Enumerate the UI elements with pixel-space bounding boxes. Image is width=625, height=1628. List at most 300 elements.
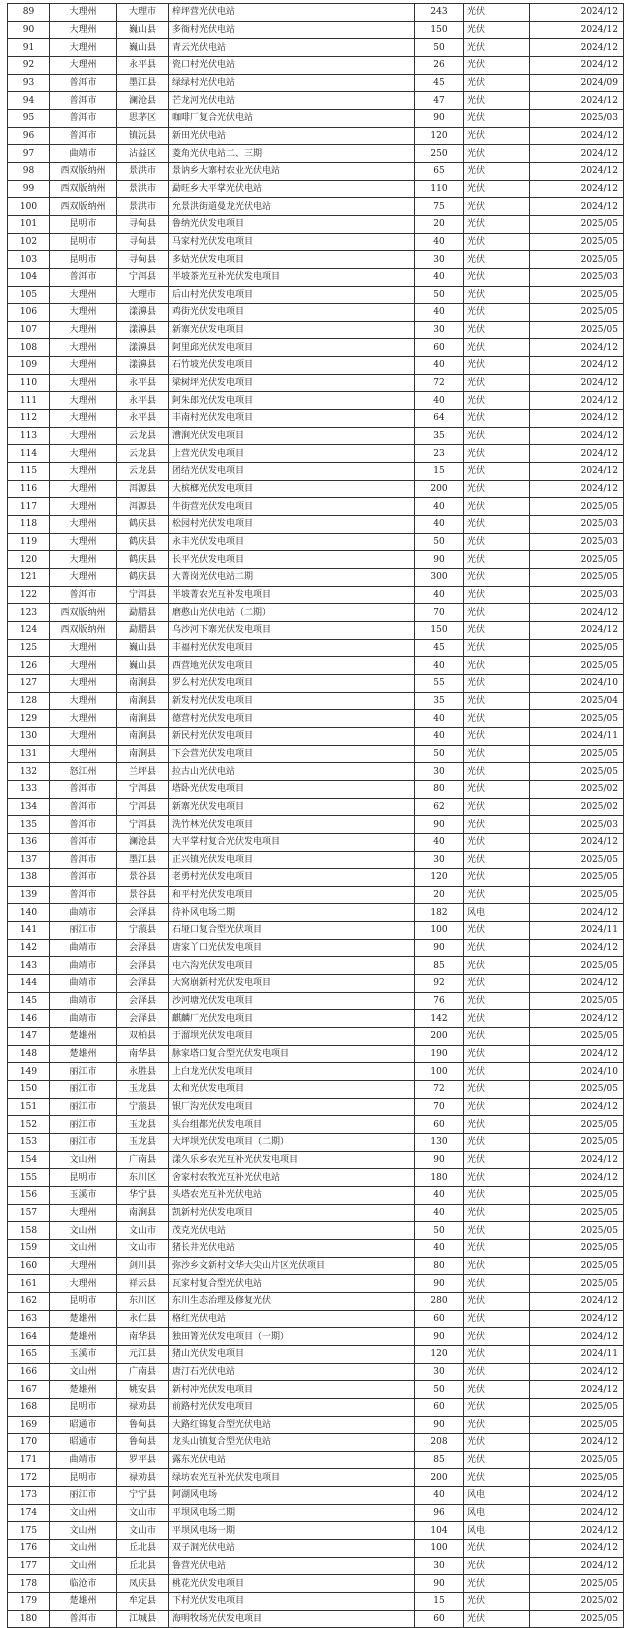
capacity-cell: 120	[415, 869, 464, 887]
project-name-cell: 瓦家村复合型光伏电站	[169, 1275, 415, 1293]
capacity-cell: 72	[415, 1081, 464, 1099]
date-cell: 2025/05	[530, 992, 624, 1010]
date-cell: 2025/02	[530, 798, 624, 816]
county-cell: 景谷县	[117, 886, 169, 904]
county-cell: 景谷县	[117, 869, 169, 887]
type-cell: 光伏	[464, 145, 530, 163]
project-name-cell: 老勇村光伏发电项目	[169, 869, 415, 887]
project-name-cell: 马家村光伏发电项目	[169, 233, 415, 251]
date-cell: 2025/05	[530, 657, 624, 675]
prefecture-cell: 大理州	[50, 745, 117, 763]
date-cell: 2025/05	[530, 569, 624, 587]
row-number: 117	[8, 498, 50, 516]
row-number: 169	[8, 1416, 50, 1434]
table-row	[8, 992, 624, 1010]
prefecture-cell: 昆明市	[50, 215, 117, 233]
prefecture-cell: 西双版纳州	[50, 621, 117, 639]
date-cell: 2025/04	[530, 692, 624, 710]
project-name-cell: 下会营光伏发电项目	[169, 745, 415, 763]
date-cell: 2025/05	[530, 1028, 624, 1046]
prefecture-cell: 大理州	[50, 357, 117, 375]
county-cell: 鹤庆县	[117, 569, 169, 587]
table-row	[8, 745, 624, 763]
date-cell: 2025/05	[530, 1416, 624, 1434]
table-row	[8, 1292, 624, 1310]
table-row	[8, 251, 624, 269]
date-cell: 2024/12	[530, 463, 624, 481]
type-cell: 光伏	[464, 780, 530, 798]
project-name-cell: 脉家塔口复合型光伏发电项目	[169, 1045, 415, 1063]
county-cell: 牟定县	[117, 1593, 169, 1611]
county-cell: 鲁甸县	[117, 1416, 169, 1434]
county-cell: 永平县	[117, 410, 169, 428]
type-cell: 光伏	[464, 710, 530, 728]
project-name-cell: 拉古山光伏电站	[169, 763, 415, 781]
row-number: 149	[8, 1063, 50, 1081]
project-table	[7, 3, 624, 1628]
capacity-cell: 40	[415, 357, 464, 375]
date-cell: 2024/12	[530, 1098, 624, 1116]
prefecture-cell: 文山州	[50, 1557, 117, 1575]
prefecture-cell: 文山州	[50, 1540, 117, 1558]
prefecture-cell: 大理州	[50, 21, 117, 39]
capacity-cell: 300	[415, 569, 464, 587]
county-cell: 沾益区	[117, 145, 169, 163]
row-number: 143	[8, 957, 50, 975]
row-number: 123	[8, 604, 50, 622]
type-cell: 光伏	[464, 56, 530, 74]
prefecture-cell: 大理州	[50, 674, 117, 692]
table-row	[8, 1416, 624, 1434]
date-cell: 2024/12	[530, 904, 624, 922]
project-name-cell: 大坪坝光伏发电项目（二期）	[169, 1134, 415, 1152]
capacity-cell: 200	[415, 480, 464, 498]
table-row	[8, 109, 624, 127]
type-cell: 光伏	[464, 1010, 530, 1028]
date-cell: 2025/05	[530, 215, 624, 233]
project-name-cell: 猪长井光伏电站	[169, 1239, 415, 1257]
row-number: 133	[8, 780, 50, 798]
row-number: 119	[8, 533, 50, 551]
row-number: 93	[8, 74, 50, 92]
project-name-cell: 新寨光伏发电项目	[169, 321, 415, 339]
prefecture-cell: 普洱市	[50, 780, 117, 798]
table-row	[8, 1222, 624, 1240]
date-cell: 2024/12	[530, 1045, 624, 1063]
prefecture-cell: 曲靖市	[50, 904, 117, 922]
county-cell: 宁蒗县	[117, 1098, 169, 1116]
county-cell: 宁洱县	[117, 586, 169, 604]
prefecture-cell: 大理州	[50, 657, 117, 675]
prefecture-cell: 曲靖市	[50, 957, 117, 975]
county-cell: 南涧县	[117, 692, 169, 710]
row-number: 104	[8, 268, 50, 286]
capacity-cell: 30	[415, 763, 464, 781]
county-cell: 文山市	[117, 1222, 169, 1240]
project-name-cell: 新田光伏电站	[169, 127, 415, 145]
table-row	[8, 1345, 624, 1363]
county-cell: 澜沧县	[117, 833, 169, 851]
prefecture-cell: 楚雄州	[50, 1310, 117, 1328]
row-number: 97	[8, 145, 50, 163]
county-cell: 玉龙县	[117, 1081, 169, 1099]
row-number: 95	[8, 109, 50, 127]
table-row	[8, 286, 624, 304]
project-name-cell: 屯六沟光伏发电项目	[169, 957, 415, 975]
type-cell: 风电	[464, 1522, 530, 1540]
date-cell: 2024/11	[530, 1345, 624, 1363]
project-name-cell: 平坝风电场一期	[169, 1522, 415, 1540]
county-cell: 南涧县	[117, 1204, 169, 1222]
project-name-cell: 大窝崩新村光伏发电项目	[169, 975, 415, 993]
capacity-cell: 142	[415, 1010, 464, 1028]
capacity-cell: 90	[415, 816, 464, 834]
county-cell: 南涧县	[117, 727, 169, 745]
project-name-cell: 梓坪营光伏电站	[169, 4, 415, 22]
type-cell: 光伏	[464, 1116, 530, 1134]
capacity-cell: 50	[415, 533, 464, 551]
project-name-cell: 鸡街光伏发电项目	[169, 304, 415, 322]
prefecture-cell: 西双版纳州	[50, 180, 117, 198]
type-cell: 光伏	[464, 304, 530, 322]
capacity-cell: 40	[415, 304, 464, 322]
capacity-cell: 60	[415, 1116, 464, 1134]
prefecture-cell: 大理州	[50, 427, 117, 445]
type-cell: 光伏	[464, 1593, 530, 1611]
project-name-cell: 芒龙河光伏电站	[169, 92, 415, 110]
capacity-cell: 40	[415, 710, 464, 728]
type-cell: 光伏	[464, 39, 530, 57]
project-name-cell: 漾久乐乡农光互补光伏发电项目	[169, 1151, 415, 1169]
type-cell: 光伏	[464, 1063, 530, 1081]
type-cell: 光伏	[464, 445, 530, 463]
type-cell: 光伏	[464, 1610, 530, 1628]
date-cell: 2024/12	[530, 1504, 624, 1522]
row-number: 124	[8, 621, 50, 639]
row-number: 116	[8, 480, 50, 498]
capacity-cell: 30	[415, 321, 464, 339]
project-name-cell: 上营光伏发电项目	[169, 445, 415, 463]
row-number: 159	[8, 1239, 50, 1257]
table-row	[8, 145, 624, 163]
prefecture-cell: 普洱市	[50, 1610, 117, 1628]
prefecture-cell: 丽江市	[50, 1487, 117, 1505]
prefecture-cell: 楚雄州	[50, 1328, 117, 1346]
prefecture-cell: 昆明市	[50, 251, 117, 269]
row-number: 138	[8, 869, 50, 887]
project-name-cell: 新民村光伏发电项目	[169, 727, 415, 745]
table-row	[8, 445, 624, 463]
prefecture-cell: 昆明市	[50, 1169, 117, 1187]
type-cell: 光伏	[464, 745, 530, 763]
prefecture-cell: 昆明市	[50, 1469, 117, 1487]
table-row	[8, 1610, 624, 1628]
row-number: 144	[8, 975, 50, 993]
county-cell: 会泽县	[117, 1010, 169, 1028]
prefecture-cell: 曲靖市	[50, 939, 117, 957]
county-cell: 巍山县	[117, 39, 169, 57]
capacity-cell: 70	[415, 604, 464, 622]
county-cell: 会泽县	[117, 957, 169, 975]
date-cell: 2025/03	[530, 268, 624, 286]
date-cell: 2024/12	[530, 357, 624, 375]
project-name-cell: 茂克光伏电站	[169, 1222, 415, 1240]
type-cell: 光伏	[464, 1081, 530, 1099]
county-cell: 鹤庆县	[117, 551, 169, 569]
prefecture-cell: 玉溪市	[50, 1345, 117, 1363]
county-cell: 巍山县	[117, 639, 169, 657]
capacity-cell: 90	[415, 1328, 464, 1346]
prefecture-cell: 文山州	[50, 1151, 117, 1169]
capacity-cell: 90	[415, 939, 464, 957]
capacity-cell: 85	[415, 1451, 464, 1469]
prefecture-cell: 文山州	[50, 1239, 117, 1257]
county-cell: 镇沅县	[117, 127, 169, 145]
prefecture-cell: 楚雄州	[50, 1045, 117, 1063]
prefecture-cell: 楚雄州	[50, 1028, 117, 1046]
capacity-cell: 20	[415, 886, 464, 904]
county-cell: 玉龙县	[117, 1116, 169, 1134]
date-cell: 2024/12	[530, 39, 624, 57]
type-cell: 光伏	[464, 215, 530, 233]
project-name-cell: 长平光伏发电项目	[169, 551, 415, 569]
row-number: 129	[8, 710, 50, 728]
date-cell: 2025/05	[530, 1610, 624, 1628]
prefecture-cell: 西双版纳州	[50, 604, 117, 622]
date-cell: 2024/11	[530, 727, 624, 745]
type-cell: 光伏	[464, 480, 530, 498]
project-name-cell: 平坝风电场二期	[169, 1504, 415, 1522]
table-row	[8, 1239, 624, 1257]
row-number: 128	[8, 692, 50, 710]
date-cell: 2025/05	[530, 1451, 624, 1469]
row-number: 146	[8, 1010, 50, 1028]
type-cell: 光伏	[464, 1575, 530, 1593]
prefecture-cell: 普洱市	[50, 109, 117, 127]
project-table-body	[8, 4, 624, 1628]
date-cell: 2024/12	[530, 127, 624, 145]
capacity-cell: 40	[415, 516, 464, 534]
row-number: 92	[8, 56, 50, 74]
date-cell: 2025/05	[530, 1134, 624, 1152]
capacity-cell: 150	[415, 621, 464, 639]
prefecture-cell: 大理州	[50, 286, 117, 304]
row-number: 100	[8, 198, 50, 216]
row-number: 109	[8, 357, 50, 375]
date-cell: 2024/12	[530, 480, 624, 498]
table-row	[8, 780, 624, 798]
capacity-cell: 60	[415, 339, 464, 357]
capacity-cell: 250	[415, 145, 464, 163]
capacity-cell: 50	[415, 286, 464, 304]
date-cell: 2024/12	[530, 1522, 624, 1540]
table-row	[8, 639, 624, 657]
table-row	[8, 1010, 624, 1028]
table-row	[8, 1381, 624, 1399]
table-row	[8, 39, 624, 57]
project-name-cell: 待补风电场二期	[169, 904, 415, 922]
type-cell: 光伏	[464, 621, 530, 639]
row-number: 148	[8, 1045, 50, 1063]
date-cell: 2024/12	[530, 374, 624, 392]
type-cell: 光伏	[464, 251, 530, 269]
capacity-cell: 15	[415, 463, 464, 481]
type-cell: 光伏	[464, 1540, 530, 1558]
row-number: 114	[8, 445, 50, 463]
project-name-cell: 沙河塘光伏发电项目	[169, 992, 415, 1010]
capacity-cell: 200	[415, 1469, 464, 1487]
type-cell: 风电	[464, 1504, 530, 1522]
county-cell: 勐腊县	[117, 621, 169, 639]
row-number: 142	[8, 939, 50, 957]
prefecture-cell: 大理州	[50, 410, 117, 428]
type-cell: 光伏	[464, 1292, 530, 1310]
type-cell: 光伏	[464, 339, 530, 357]
county-cell: 鹤庆县	[117, 516, 169, 534]
row-number: 106	[8, 304, 50, 322]
capacity-cell: 104	[415, 1522, 464, 1540]
type-cell: 光伏	[464, 1222, 530, 1240]
date-cell: 2024/12	[530, 1310, 624, 1328]
table-row	[8, 569, 624, 587]
type-cell: 光伏	[464, 268, 530, 286]
row-number: 122	[8, 586, 50, 604]
date-cell: 2025/05	[530, 321, 624, 339]
prefecture-cell: 普洱市	[50, 74, 117, 92]
capacity-cell: 30	[415, 851, 464, 869]
project-name-cell: 鲁纳光伏发电项目	[169, 215, 415, 233]
date-cell: 2024/11	[530, 922, 624, 940]
type-cell: 光伏	[464, 727, 530, 745]
row-number: 177	[8, 1557, 50, 1575]
table-row	[8, 904, 624, 922]
project-name-cell: 团结光伏发电项目	[169, 463, 415, 481]
date-cell: 2025/05	[530, 1469, 624, 1487]
project-name-cell: 龙头山镇复合型光伏电站	[169, 1434, 415, 1452]
row-number: 153	[8, 1134, 50, 1152]
date-cell: 2024/12	[530, 621, 624, 639]
prefecture-cell: 曲靖市	[50, 992, 117, 1010]
capacity-cell: 40	[415, 392, 464, 410]
date-cell: 2025/05	[530, 745, 624, 763]
table-row	[8, 480, 624, 498]
row-number: 135	[8, 816, 50, 834]
capacity-cell: 40	[415, 1204, 464, 1222]
capacity-cell: 90	[415, 1575, 464, 1593]
type-cell: 光伏	[464, 674, 530, 692]
type-cell: 光伏	[464, 1151, 530, 1169]
date-cell: 2024/12	[530, 1540, 624, 1558]
row-number: 131	[8, 745, 50, 763]
type-cell: 光伏	[464, 975, 530, 993]
type-cell: 光伏	[464, 392, 530, 410]
county-cell: 禄劝县	[117, 1398, 169, 1416]
date-cell: 2025/03	[530, 516, 624, 534]
county-cell: 永仁县	[117, 1310, 169, 1328]
project-name-cell: 格红光伏电站	[169, 1310, 415, 1328]
prefecture-cell: 丽江市	[50, 1098, 117, 1116]
date-cell: 2025/05	[530, 1239, 624, 1257]
type-cell: 光伏	[464, 551, 530, 569]
county-cell: 兰坪县	[117, 763, 169, 781]
county-cell: 景洪市	[117, 162, 169, 180]
table-row	[8, 657, 624, 675]
project-name-cell: 乌沙河下寨光伏发电项目	[169, 621, 415, 639]
county-cell: 鹤庆县	[117, 533, 169, 551]
table-row	[8, 1204, 624, 1222]
county-cell: 勐腊县	[117, 604, 169, 622]
row-number: 98	[8, 162, 50, 180]
table-row	[8, 1398, 624, 1416]
county-cell: 会泽县	[117, 904, 169, 922]
prefecture-cell: 昆明市	[50, 233, 117, 251]
prefecture-cell: 怒江州	[50, 763, 117, 781]
project-name-cell: 洗竹林光伏发电项目	[169, 816, 415, 834]
table-row	[8, 886, 624, 904]
capacity-cell: 100	[415, 922, 464, 940]
project-name-cell: 咖啡厂复合光伏电站	[169, 109, 415, 127]
capacity-cell: 40	[415, 498, 464, 516]
project-name-cell: 前路村光伏发电项目	[169, 1398, 415, 1416]
project-name-cell: 银厂沟光伏发电项目	[169, 1098, 415, 1116]
project-name-cell: 独田箐光伏发电项目（一期）	[169, 1328, 415, 1346]
table-row	[8, 321, 624, 339]
project-name-cell: 绿坊农光互补光伏发电项目	[169, 1469, 415, 1487]
prefecture-cell: 大理州	[50, 516, 117, 534]
project-name-cell: 半坡茶光互补光伏发电项目	[169, 268, 415, 286]
table-row	[8, 621, 624, 639]
county-cell: 鲁甸县	[117, 1434, 169, 1452]
county-cell: 思茅区	[117, 109, 169, 127]
row-number: 141	[8, 922, 50, 940]
table-row	[8, 1593, 624, 1611]
row-number: 145	[8, 992, 50, 1010]
type-cell: 光伏	[464, 763, 530, 781]
table-row	[8, 410, 624, 428]
county-cell: 会泽县	[117, 939, 169, 957]
capacity-cell: 72	[415, 374, 464, 392]
date-cell: 2025/05	[530, 304, 624, 322]
table-row	[8, 833, 624, 851]
type-cell: 光伏	[464, 604, 530, 622]
prefecture-cell: 西双版纳州	[50, 198, 117, 216]
capacity-cell: 50	[415, 1381, 464, 1399]
capacity-cell: 60	[415, 1610, 464, 1628]
date-cell: 2025/03	[530, 586, 624, 604]
county-cell: 罗平县	[117, 1451, 169, 1469]
table-row	[8, 1045, 624, 1063]
county-cell: 永平县	[117, 374, 169, 392]
capacity-cell: 100	[415, 1540, 464, 1558]
date-cell: 2024/12	[530, 939, 624, 957]
prefecture-cell: 大理州	[50, 1257, 117, 1275]
row-number: 174	[8, 1504, 50, 1522]
row-number: 96	[8, 127, 50, 145]
project-name-cell: 松园村光伏发电项目	[169, 516, 415, 534]
row-number: 176	[8, 1540, 50, 1558]
capacity-cell: 40	[415, 727, 464, 745]
type-cell: 光伏	[464, 1363, 530, 1381]
row-number: 99	[8, 180, 50, 198]
capacity-cell: 35	[415, 692, 464, 710]
table-row	[8, 1434, 624, 1452]
prefecture-cell: 丽江市	[50, 1116, 117, 1134]
date-cell: 2025/05	[530, 551, 624, 569]
table-row	[8, 74, 624, 92]
county-cell: 云龙县	[117, 445, 169, 463]
row-number: 147	[8, 1028, 50, 1046]
prefecture-cell: 大理州	[50, 304, 117, 322]
